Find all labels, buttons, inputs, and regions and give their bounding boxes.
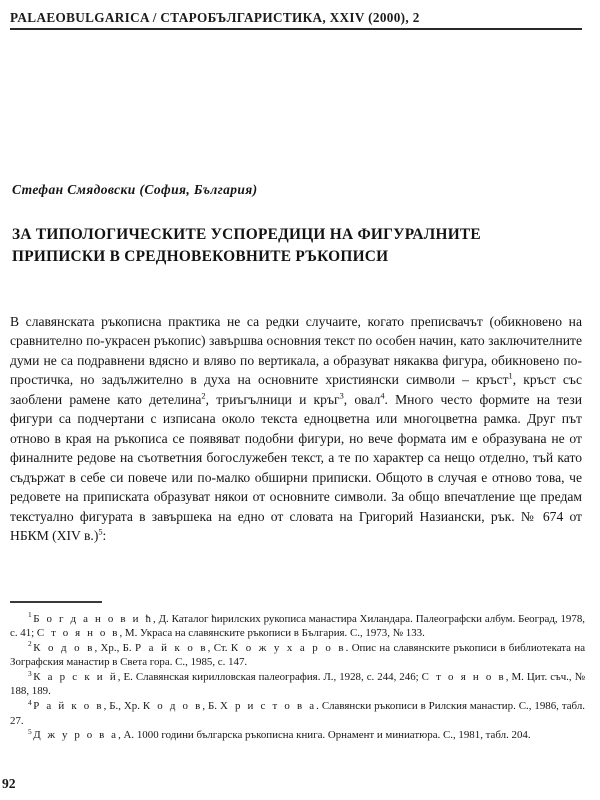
- footnote-item: [10, 670, 585, 699]
- footnote-author: Р а й к о в: [135, 642, 208, 655]
- footnote-marker-4: 4: [380, 391, 385, 401]
- footnote-text: , А. 1000 години българска ръкописна книга. Орнамент и миниатюра. С., 1981, табл. 204.: [118, 729, 531, 742]
- body-segment-6: :: [102, 527, 107, 543]
- footnote-text: , М. Украса на славянските ръкописи в България. С., 1973, № 133.: [119, 627, 425, 640]
- footnote-text: , Ст.: [207, 642, 231, 655]
- footnote-marker-3: 3: [339, 391, 344, 401]
- footnote-item: [10, 612, 585, 641]
- body-paragraph: [10, 312, 582, 545]
- footnote-author: С т о я н о в: [421, 671, 506, 684]
- body-segment-2: , кръст със заоблени рамене като детелина: [10, 372, 582, 407]
- footnote-text: . Опис на славянските ръкописи в библиотеката на Зографския манастир в Света гора. С., 1985, с. 147.: [10, 642, 586, 669]
- footnote-text: . Славянски ръкописи в Рилския манастир. С., 1986, табл. 27.: [10, 700, 585, 727]
- footnote-marker-2: 2: [201, 391, 206, 401]
- running-header: [10, 10, 582, 30]
- footnote-number: 4: [28, 697, 32, 707]
- footnote-item: [10, 728, 585, 742]
- body-segment-4: , овал: [343, 391, 381, 407]
- footnote-number: 3: [28, 668, 32, 678]
- footnote-text: , М. Цит. съч., № 188, 189.: [10, 671, 585, 698]
- footnote-author: Р а й к о в: [33, 700, 104, 713]
- footnote-item: [10, 641, 585, 670]
- title-line-1: ЗА ТИПОЛОГИЧЕСКИТЕ УСПОРЕДИЦИ НА ФИГУРАЛНИТЕ: [12, 226, 481, 244]
- footnote-text: , Д. Каталог ћирилских рукописа манастира Хиландара. Палеографски албум. Београд, 1978, с. 41;: [10, 613, 585, 640]
- footnote-item: [10, 699, 585, 728]
- footnote-marker-1: 1: [508, 371, 513, 381]
- footnote-number: 1: [28, 610, 32, 620]
- footnote-author: К а р с к и й: [33, 671, 118, 684]
- author-byline: Стефан Смядовски (София, България): [12, 182, 258, 197]
- page-title: [12, 224, 557, 268]
- footnote-marker-5: 5: [98, 527, 103, 537]
- footnote-list: [10, 612, 585, 743]
- title-line-2: ПРИПИСКИ В СРЕДНОВЕКОВНИТЕ РЪКОПИСИ: [12, 248, 389, 266]
- body-segment-1: В славянската ръкописна практика не са редки случаите, когато преписвачът (обикновено на сравнително по-украсен ръкопис) завършва основния текст по особен начин, като заключителните думи не са подравнени вдясно и вляво по вертикала, а образуват някаква фигура, обикновено по-простичка, но задължително в духа на основните християнски символи – кръст: [10, 314, 582, 388]
- footnote-author: С т о я н о в: [36, 627, 120, 640]
- body-segment-5: . Много често формите на тези фигури са подчертани с изписана около текста едноцветна или многоцветна рамка. Друг път отново в края на ръкописа се появяват подобни фигури, но вече формата им е образувана не от финалните редове на съответния богослужебен текст, а те по характер са нещо отделно, тъй като съдържат в себе си повече или по-малко обширни приписки. Общото в случая е отново това, че редовете на приписката образуват някои от основните символи. За общо впечатление ще предам текстуално фигурата в завършека на едно от словата на Григорий Назиански, рък. № 674 от НБКМ (XIV в.): [10, 391, 582, 543]
- footnote-number: 5: [28, 726, 32, 736]
- footnote-text: , Б.: [202, 700, 220, 713]
- footnote-author: К о д о в: [142, 700, 203, 713]
- footnote-number: 2: [28, 639, 32, 649]
- footnote-author: К о ж у х а р о в: [230, 642, 346, 655]
- footnote-author: Б о г д а н о в и ћ: [33, 613, 154, 625]
- body-segment-3: , триъгълници и кръг: [205, 391, 340, 407]
- running-header-title: PALAEOBULGARICA / СТАРОБЪЛГАРИСТИКА, XXIV (2000), 2: [10, 10, 420, 25]
- footnote-text: , Е. Славянская кирилловская палеография. Л., 1928, с. 244, 246;: [117, 671, 422, 684]
- footnote-text: , Б., Хр.: [103, 700, 143, 713]
- footnote-author: Д ж у р о в а: [33, 729, 119, 742]
- footnote-author: К о д о в: [33, 642, 95, 655]
- footnote-separator-rule: [10, 601, 102, 603]
- footnote-text: , Хр., Б.: [94, 642, 136, 655]
- page-number: 92: [2, 776, 16, 791]
- footnote-author: Х р и с т о в а: [219, 700, 317, 713]
- header-divider-rule: [10, 28, 582, 30]
